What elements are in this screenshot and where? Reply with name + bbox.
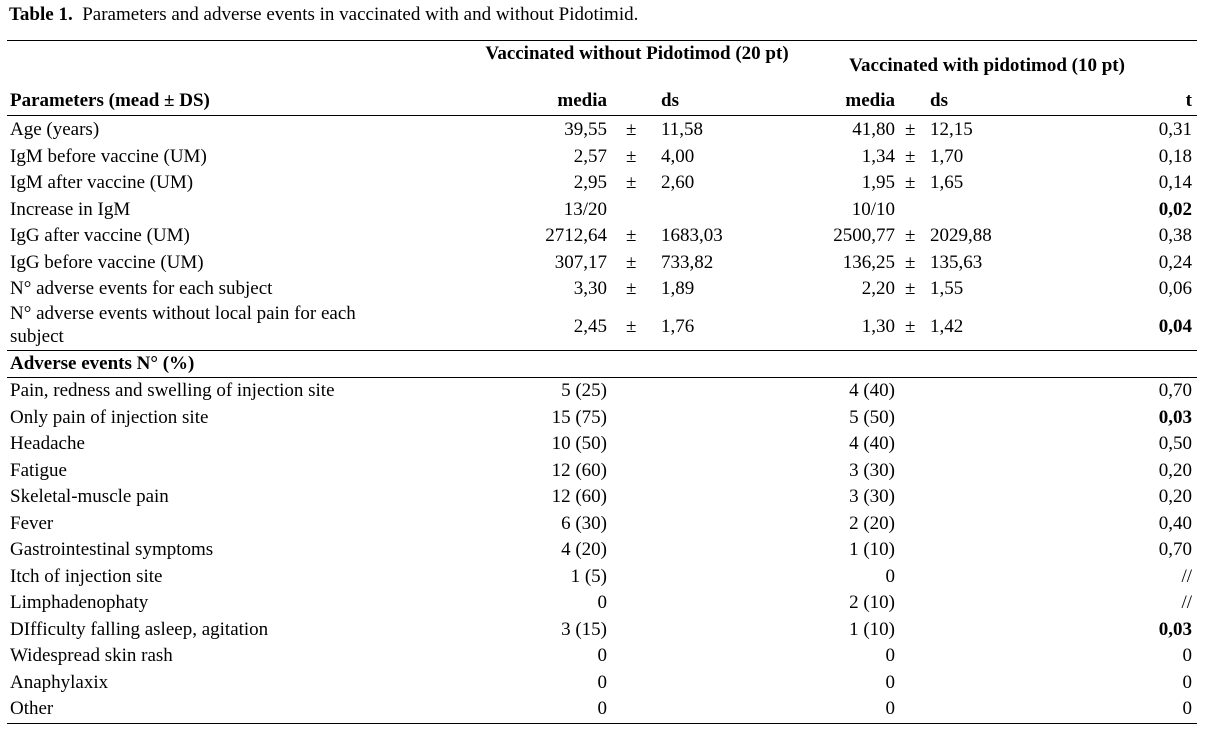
plus-minus-1: ± (626, 146, 637, 167)
row-label: Increase in IgM (10, 199, 131, 220)
media-header-1: media (557, 90, 607, 111)
media-value-1: 13/20 (563, 199, 607, 220)
plus-minus-2: ± (905, 119, 916, 140)
t-value: 0,14 (1158, 172, 1192, 193)
media-value-1: 39,55 (564, 119, 607, 140)
plus-minus-2: ± (905, 252, 916, 273)
media-value-1: 307,17 (554, 252, 607, 273)
row-label: Fatigue (10, 459, 67, 481)
t-value: 0,40 (1158, 512, 1192, 534)
row-label: IgM after vaccine (UM) (10, 172, 194, 193)
table-row (7, 144, 1197, 170)
ds-value-2: 1,65 (930, 172, 964, 193)
count-value-2: 2 (20) (849, 512, 895, 534)
table-row (7, 670, 1197, 696)
count-value-1: 0 (597, 698, 607, 719)
media-header-2: media (845, 90, 895, 111)
table-row (7, 458, 1197, 484)
ds-value-1: 4,00 (661, 146, 695, 167)
media-value-1: 3,30 (573, 278, 607, 299)
t-value: 0,38 (1158, 225, 1192, 246)
ds-value-2: 1,42 (930, 316, 964, 337)
row-label: Fever (10, 512, 54, 534)
table-caption-label: Table 1. (9, 4, 73, 25)
count-value-1: 0 (597, 592, 607, 613)
t-value: 0,03 (1158, 618, 1192, 640)
count-value-1: 5 (25) (561, 380, 607, 401)
row-label: Anaphylaxix (10, 671, 109, 693)
table-caption-text: Parameters and adverse events in vaccinated with and without Pidotimid. (82, 4, 639, 25)
media-value-2: 136,25 (842, 252, 895, 273)
ds-value-2: 1,55 (930, 278, 964, 299)
table-row (7, 484, 1197, 510)
row-label: Gastrointestinal symptoms (10, 539, 214, 560)
t-value: 0 (1182, 671, 1192, 693)
count-value-2: 1 (10) (849, 618, 895, 640)
t-value: 0,06 (1158, 278, 1192, 299)
bottom-rule (7, 723, 1197, 724)
table-row (7, 302, 1197, 350)
table-row (7, 643, 1197, 669)
table-row (7, 405, 1197, 431)
table-row (7, 431, 1197, 457)
t-value: 0,70 (1158, 539, 1192, 560)
t-value: 0,18 (1158, 146, 1192, 167)
ds-value-2: 2029,88 (930, 225, 992, 246)
ds-value-1: 1,76 (661, 316, 695, 337)
plus-minus-1: ± (626, 172, 637, 193)
table-row (7, 511, 1197, 537)
row-label: IgG after vaccine (UM) (10, 225, 190, 246)
ds-header-1: ds (661, 90, 679, 111)
plus-minus-2: ± (905, 146, 916, 167)
header-rule (7, 115, 1197, 116)
column-header-row (7, 88, 1197, 114)
count-value-2: 3 (30) (849, 459, 895, 481)
t-value: 0,50 (1158, 433, 1192, 454)
media-value-2: 2500,77 (833, 225, 895, 246)
t-value: // (1181, 565, 1192, 587)
table-row (7, 276, 1197, 302)
row-label: IgM before vaccine (UM) (10, 146, 207, 167)
table-row (7, 617, 1197, 643)
table-row (7, 378, 1197, 404)
parameters-header: Parameters (mead ± DS) (10, 90, 210, 111)
ds-value-1: 733,82 (661, 252, 714, 273)
count-value-2: 2 (10) (849, 592, 895, 613)
media-value-1: 2,95 (573, 172, 607, 193)
count-value-1: 10 (50) (551, 433, 607, 454)
t-value: 0,02 (1158, 199, 1192, 220)
media-value-2: 1,34 (861, 146, 895, 167)
top-rule (7, 40, 1197, 41)
table-row (7, 564, 1197, 590)
table-row (7, 250, 1197, 276)
media-value-2: 1,95 (861, 172, 895, 193)
media-value-1: 2,57 (573, 146, 607, 167)
count-value-1: 3 (15) (561, 618, 607, 640)
media-value-2: 41,80 (852, 119, 895, 140)
media-value-2: 10/10 (851, 199, 895, 220)
t-header: t (1185, 90, 1192, 111)
row-label: Skeletal-muscle pain (10, 486, 169, 507)
row-label: N° adverse events without local pain for each subject (10, 303, 356, 347)
ds-value-2: 135,63 (930, 252, 983, 273)
ds-value-1: 1,89 (661, 278, 695, 299)
row-label: Age (years) (10, 119, 100, 140)
row-label: Limphadenophaty (10, 592, 149, 613)
count-value-1: 6 (30) (561, 512, 607, 534)
row-label: Itch of injection site (10, 565, 163, 587)
plus-minus-1: ± (626, 225, 637, 246)
count-value-2: 0 (885, 671, 895, 693)
count-value-1: 0 (597, 671, 607, 693)
table-row (7, 117, 1197, 143)
t-value: 0,70 (1158, 380, 1192, 401)
adverse-header-row (7, 351, 1197, 377)
adverse-events-header: Adverse events N° (%) (10, 353, 195, 374)
plus-minus-2: ± (905, 278, 916, 299)
plus-minus-2: ± (905, 316, 916, 337)
table-row (7, 223, 1197, 249)
t-value: 0 (1182, 698, 1192, 719)
plus-minus-1: ± (626, 119, 637, 140)
count-value-2: 4 (40) (849, 380, 895, 401)
count-value-1: 12 (60) (551, 486, 607, 507)
count-value-1: 1 (5) (570, 565, 607, 587)
t-value: 0,31 (1158, 119, 1192, 140)
row-label: Headache (10, 433, 85, 454)
plus-minus-1: ± (626, 252, 637, 273)
table-row (7, 170, 1197, 196)
count-value-1: 0 (597, 645, 607, 666)
count-value-2: 0 (885, 645, 895, 666)
ds-value-1: 11,58 (661, 119, 704, 140)
table-row (7, 197, 1197, 223)
group-header-without-pidotimod: Vaccinated without Pidotimod (20 pt) (485, 43, 789, 64)
ds-value-1: 2,60 (661, 172, 695, 193)
row-label: Pain, redness and swelling of injection site (10, 380, 335, 401)
count-value-2: 4 (40) (849, 433, 895, 454)
media-value-2: 1,30 (861, 316, 895, 337)
ds-value-2: 1,70 (930, 146, 964, 167)
plus-minus-1: ± (626, 316, 637, 337)
count-value-2: 3 (30) (849, 486, 895, 507)
plus-minus-2: ± (905, 225, 916, 246)
t-value: 0,04 (1158, 316, 1192, 337)
table-row (7, 696, 1197, 722)
t-value: 0 (1182, 645, 1192, 666)
group-header-with-pidotimod: Vaccinated with pidotimod (10 pt) (849, 55, 1125, 76)
media-value-1: 2712,64 (545, 225, 607, 246)
t-value: // (1181, 592, 1192, 613)
count-value-2: 5 (50) (849, 406, 895, 428)
row-label: IgG before vaccine (UM) (10, 252, 204, 273)
ds-value-1: 1683,03 (661, 225, 723, 246)
count-value-2: 1 (10) (849, 539, 895, 560)
t-value: 0,24 (1158, 252, 1192, 273)
row-label: Only pain of injection site (10, 406, 209, 428)
count-value-1: 4 (20) (561, 539, 607, 560)
row-label: Widespread skin rash (10, 645, 173, 666)
row-label: N° adverse events for each subject (10, 278, 273, 299)
t-value: 0,20 (1158, 459, 1192, 481)
media-value-2: 2,20 (861, 278, 895, 299)
table-row (7, 537, 1197, 563)
table-row (7, 590, 1197, 616)
row-label: Other (10, 698, 54, 719)
ds-header-2: ds (930, 90, 948, 111)
count-value-2: 0 (885, 698, 895, 719)
t-value: 0,03 (1158, 406, 1192, 428)
t-value: 0,20 (1158, 486, 1192, 507)
count-value-1: 15 (75) (551, 406, 607, 428)
count-value-2: 0 (885, 565, 895, 587)
count-value-1: 12 (60) (551, 459, 607, 481)
table-caption (9, 3, 638, 27)
plus-minus-2: ± (905, 172, 916, 193)
plus-minus-1: ± (626, 278, 637, 299)
ds-value-2: 12,15 (930, 119, 973, 140)
media-value-1: 2,45 (573, 316, 607, 337)
row-label: DIfficulty falling asleep, agitation (10, 618, 269, 640)
